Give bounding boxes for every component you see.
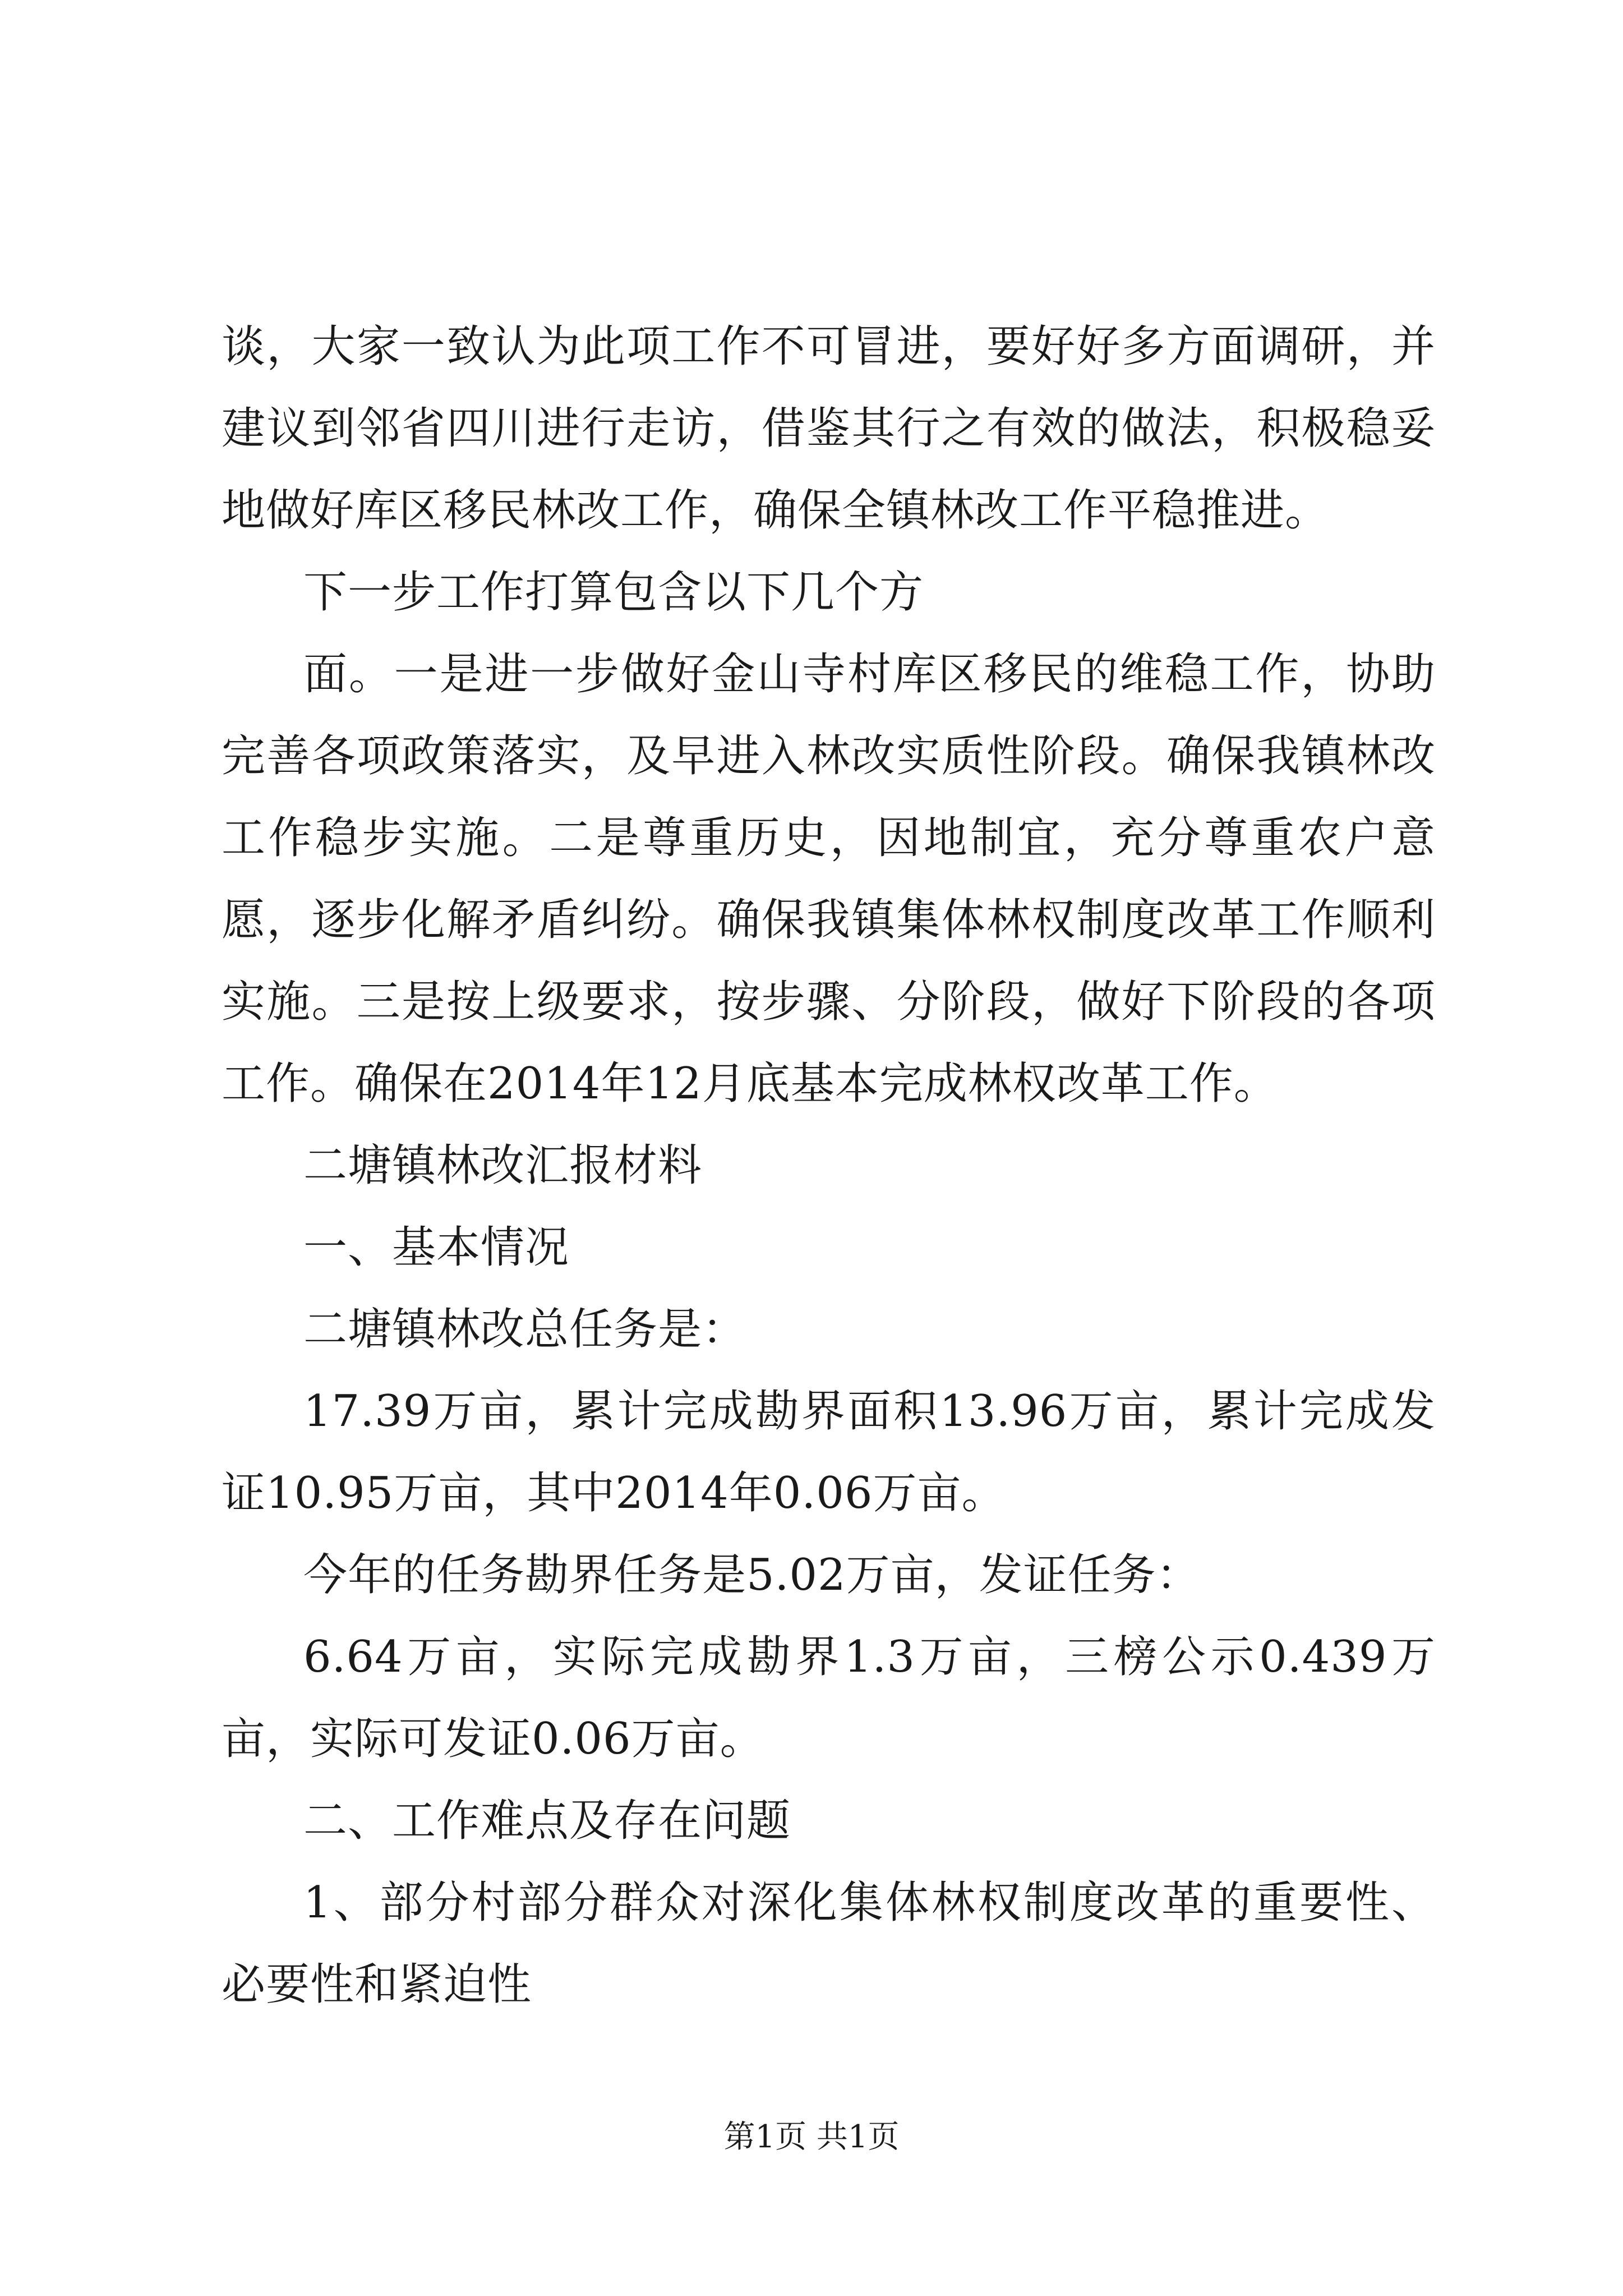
heading-basic-situation: 一、基本情况 bbox=[303, 1222, 570, 1273]
paragraph-actual-completion: 6.64万亩，实际完成勘界1.3万亩，三榜公示0.439万亩，实际可发证0.06万亩。 bbox=[222, 1632, 1436, 1764]
paragraph-1: 谈，大家一致认为此项工作不可冒进，要好好多方面调研，并建议到邻省四川进行走访，借鉴其行之有效的做法，积极稳妥地做好库区移民林改工作，确保全镇林改工作平稳推进。 bbox=[222, 321, 1436, 536]
paragraph-totals: 17.39万亩，累计完成勘界面积13.96万亩，累计完成发证10.95万亩，其中2014年0.06万亩。 bbox=[222, 1386, 1436, 1519]
document-body bbox=[222, 306, 1436, 2026]
paragraph-3: 面。一是进一步做好金山寺村库区移民的维稳工作，协助完善各项政策落实，及早进入林改实质性阶段。确保我镇林改工作稳步实施。二是尊重历史，因地制宜，充分尊重农户意愿，逐步化解矛盾纠纷。确保我镇集体林权制度改革工作顺利实施。三是按上级要求，按步骤、分阶段，做好下阶段的各项工作。确保在2014年12月底基本完成林权改革工作。 bbox=[222, 649, 1436, 1109]
paragraph-2: 下一步工作打算包含以下几个方 bbox=[303, 567, 924, 618]
paragraph-point-1: 1、部分村部分群众对深化集体林权制度改革的重要性、必要性和紧迫性 bbox=[222, 1878, 1436, 2010]
page-footer: 第1页 共1页 bbox=[723, 2119, 900, 2155]
section-title: 二塘镇林改汇报材料 bbox=[303, 1140, 703, 1191]
paragraph-total-task: 二塘镇林改总任务是： bbox=[303, 1304, 747, 1355]
heading-difficulties: 二、工作难点及存在问题 bbox=[303, 1796, 791, 1846]
paragraph-this-year-task: 今年的任务勘界任务是5.02万亩，发证任务： bbox=[303, 1550, 1201, 1600]
